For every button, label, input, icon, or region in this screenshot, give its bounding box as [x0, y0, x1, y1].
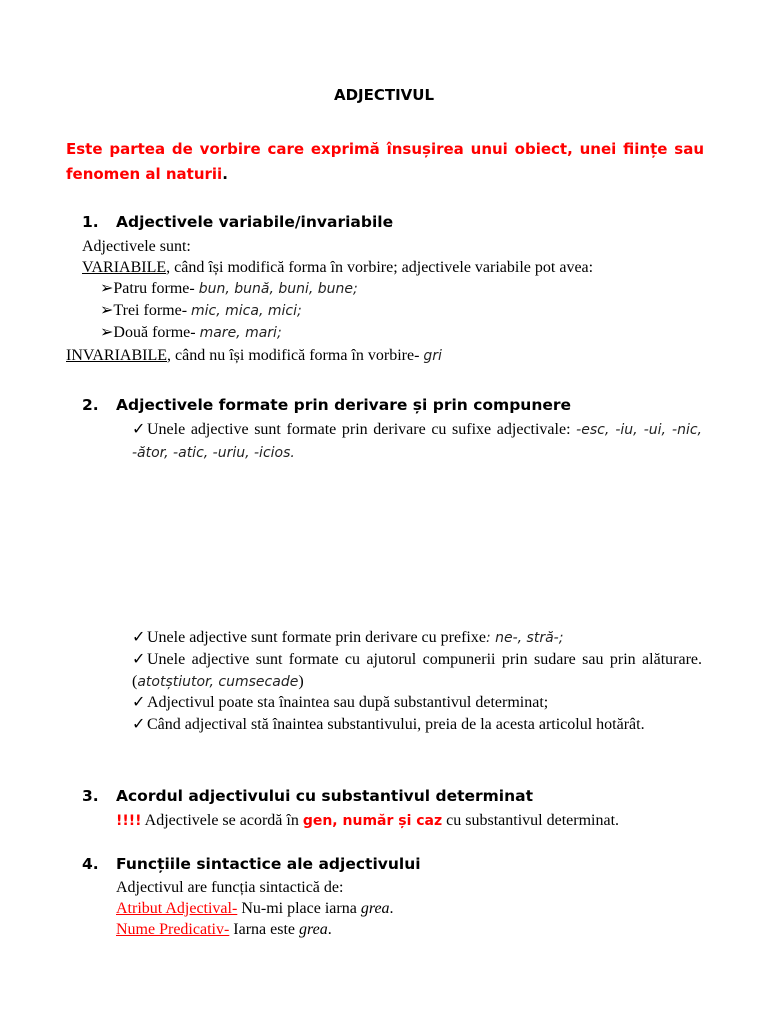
function-end: .: [327, 921, 332, 938]
function-row: [116, 920, 332, 940]
variabile-line: [82, 258, 593, 278]
arrow-bullet-icon: ➢: [100, 302, 114, 319]
function-label: Nume Predicativ-: [116, 921, 230, 938]
agreement-line: [116, 811, 619, 831]
invariabile-example: gri: [423, 348, 442, 364]
check-item: [132, 627, 702, 650]
invariabile-term: INVARIABILE: [66, 347, 168, 364]
variabile-desc: , când își modifică forma în vorbire; adjectivele variabile pot avea:: [166, 259, 594, 276]
invariabile-desc: , când nu își modifică forma în vorbire-: [167, 347, 420, 364]
bullet-item: [100, 301, 302, 321]
bullet-examples: mare, mari;: [199, 325, 282, 341]
checkmark-icon: ✓: [132, 694, 146, 711]
check-text: Unele adjective sunt formate prin derivare cu prefixe: [147, 629, 486, 646]
function-label: Atribut Adjectival-: [116, 900, 238, 917]
section-number: 3.: [82, 787, 99, 805]
section-title: Adjectivele formate prin derivare și prin compunere: [116, 396, 572, 414]
function-text: Nu-mi place iarna: [241, 900, 357, 917]
check-item: [132, 419, 702, 464]
bullet-label: Patru forme-: [113, 280, 195, 297]
section-title: Funcțiile sintactice ale adjectivului: [116, 855, 421, 873]
function-example: grea: [299, 921, 328, 938]
check-text: Unele adjective sunt formate prin derivare cu sufixe adjectivale:: [147, 421, 571, 438]
checkmark-icon: ✓: [132, 651, 146, 668]
check-text: Adjectivul poate sta înaintea sau după substantivul determinat;: [147, 694, 549, 711]
agreement-text-1: Adjectivele se acordă în: [144, 812, 299, 829]
checkmark-icon: ✓: [132, 421, 146, 438]
bullet-item: [100, 323, 282, 343]
definition-text: Este partea de vorbire care exprimă însușirea unui obiect, unei ființe sau fenomen al naturii: [66, 140, 704, 183]
check-close: ): [298, 672, 304, 690]
section-2-heading: [82, 396, 571, 414]
section-title: Adjectivele variabile/invariabile: [116, 213, 394, 231]
section-number: 4.: [82, 855, 99, 873]
checkmark-icon: ✓: [132, 629, 146, 646]
invariabile-line: [66, 346, 442, 366]
arrow-bullet-icon: ➢: [100, 280, 114, 297]
function-text: Iarna este: [233, 921, 296, 938]
function-row: [116, 899, 394, 919]
section-4-heading: [82, 855, 421, 873]
check-item: [132, 692, 702, 714]
check-item: [132, 649, 702, 693]
section-3-heading: [82, 787, 533, 805]
check-examples: -esc, -iu, -ui, -nic, -ător, -atic, -uriu, -icios.: [132, 422, 703, 461]
section-title: Acordul adjectivului cu substantivul determinat: [116, 787, 534, 805]
variabile-term: VARIABILE: [82, 259, 167, 276]
function-end: .: [389, 900, 394, 917]
s1-intro: Adjectivele sunt:: [82, 238, 191, 255]
arrow-bullet-icon: ➢: [100, 324, 114, 341]
section-number: 2.: [82, 396, 99, 414]
bullet-label: Trei forme-: [113, 302, 188, 319]
agreement-highlight: gen, număr și caz: [302, 813, 443, 829]
page-title: ADJECTIVUL: [333, 86, 435, 104]
bullet-item: [100, 279, 358, 299]
definition-paragraph: [66, 137, 704, 187]
warning-marks: !!!!: [116, 813, 142, 829]
definition-period: .: [222, 165, 228, 183]
check-item: [132, 714, 702, 736]
check-examples: atotștiutor, cumsecade: [137, 673, 299, 690]
function-example: grea: [360, 900, 390, 917]
agreement-text-2: cu substantivul determinat.: [446, 812, 620, 829]
s4-intro: Adjectivul are funcția sintactică de:: [116, 879, 344, 896]
check-examples: : ne-, stră-;: [485, 630, 564, 646]
check-text: Unele adjective sunt formate cu ajutorul compunerii prin sudare sau prin alăturare. (: [132, 651, 702, 690]
check-text: Când adjectival stă înaintea substantivului, preia de la acesta articolul hotărât.: [147, 716, 645, 733]
section-number: 1.: [82, 213, 99, 231]
bullet-examples: mic, mica, mici;: [191, 303, 302, 319]
checkmark-icon: ✓: [132, 716, 146, 733]
bullet-label: Două forme-: [113, 324, 196, 341]
bullet-examples: bun, bună, buni, bune;: [198, 281, 358, 297]
section-1-heading: [82, 213, 393, 231]
